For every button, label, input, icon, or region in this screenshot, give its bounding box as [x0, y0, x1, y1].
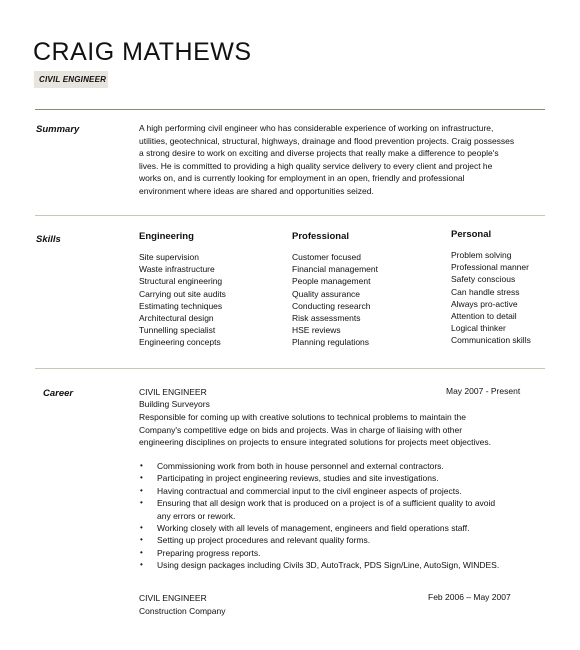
skill-item: Risk assessments: [292, 313, 361, 324]
responsibility-item: [140, 472, 560, 484]
skill-item: Waste infrastructure: [139, 264, 215, 275]
summary-line: A high performing civil engineer who has considerable experience of working on infrastructure,: [139, 123, 494, 133]
job-dates: May 2007 - Present: [446, 386, 521, 396]
skill-item: Customer focused: [292, 252, 361, 262]
skills-list: [451, 249, 576, 347]
candidate-name: CRAIG MATHEWS: [33, 38, 252, 66]
job-description: [139, 411, 559, 449]
bullet-icon: •: [140, 485, 143, 495]
skill-item: People management: [292, 276, 371, 287]
skill-item: Planning regulations: [292, 337, 370, 348]
skills-column-heading: Professional: [292, 231, 350, 242]
skill-item: Estimating techniques: [139, 300, 223, 311]
skill-item: Professional manner: [451, 262, 529, 273]
summary-divider: [35, 215, 545, 216]
skill-item: Site supervision: [139, 252, 200, 262]
job-company: Building Surveyors: [139, 399, 210, 409]
bullet-icon: •: [140, 535, 143, 545]
responsibility-text: Participating in project engineering reviews, studies and site investigations.: [157, 473, 439, 484]
responsibility-text: Working closely with all levels of management, engineers and field operations staff.: [157, 523, 470, 534]
skill-item: Conducting research: [292, 300, 371, 311]
skill-item: HSE reviews: [292, 325, 341, 336]
bullet-icon: •: [140, 498, 143, 508]
skills-list: [292, 251, 442, 349]
summary-line: lives. He is committed to providing a high quality service delivery to every client and project he: [139, 160, 493, 171]
responsibility-item: [140, 547, 560, 559]
skills-column-heading: Engineering: [139, 231, 194, 242]
job-responsibilities-list: [140, 460, 560, 572]
job-dates: Feb 2006 – May 2007: [428, 592, 511, 602]
summary-line: utilities, geotechnical, structural, highways, drainage and flood prevention projects. Craig possesses: [139, 135, 515, 146]
skill-item: Tunnelling specialist: [139, 325, 216, 336]
summary-line: a strong desire to work on exciting and diverse projects that really make a difference to people's: [139, 148, 499, 158]
bullet-icon: •: [140, 547, 143, 557]
responsibility-text: Using design packages including Civils 3D, AutoTrack, PDS Sign/Line, AutoSign, WINDES.: [157, 560, 500, 571]
skill-item: Architectural design: [139, 313, 214, 324]
responsibility-text: Setting up project procedures and relevant quality forms.: [157, 535, 371, 546]
responsibility-item: [140, 534, 560, 546]
job-description-line: Company's competitive edge on bids and projects. Was in charge of liaising with other: [139, 424, 463, 435]
skill-item: Always pro-active: [451, 298, 518, 309]
skills-list: [139, 251, 289, 349]
job-description-line: engineering disciplines on projects to ensure integrated solutions for projects meet objectives.: [139, 437, 492, 447]
responsibility-text: Ensuring that all design work that is produced on a project is of a sufficient quality to avoid: [157, 498, 496, 509]
skill-item: Safety conscious: [451, 274, 516, 285]
skill-item: Attention to detail: [451, 311, 517, 322]
skills-label: Skills: [36, 234, 61, 245]
summary-line: environment where ideas are shared and opportunities seized.: [139, 185, 374, 196]
skill-item: Financial management: [292, 264, 378, 275]
job-title-badge: CIVIL ENGINEER: [34, 71, 108, 88]
responsibility-item: [140, 485, 560, 497]
summary-text: [139, 122, 549, 197]
skills-column-professional: [292, 231, 442, 349]
skills-column-personal: [451, 229, 576, 347]
summary-line: works on, and is currently looking for employment in an open, friendly and professional: [139, 173, 465, 183]
career-label: Career: [43, 388, 74, 399]
responsibility-text: Having contractual and commercial input to the civil engineer aspects of projects.: [157, 485, 462, 496]
bullet-icon: •: [140, 461, 143, 470]
skill-item: Quality assurance: [292, 288, 361, 299]
skill-item: Structural engineering: [139, 276, 223, 287]
job-title: CIVIL ENGINEER: [139, 593, 207, 603]
job-title: CIVIL ENGINEER: [139, 387, 207, 397]
bullet-icon: •: [140, 523, 143, 533]
responsibility-item: [140, 460, 560, 472]
skill-item: Can handle stress: [451, 286, 520, 297]
skill-item: Engineering concepts: [139, 337, 221, 348]
responsibility-item: [140, 497, 560, 522]
summary-label: Summary: [36, 124, 80, 135]
header-divider: [35, 109, 545, 110]
responsibility-item: [140, 522, 560, 534]
responsibility-text: Commissioning work from both in house personnel and external contractors.: [157, 461, 444, 471]
skill-item: Communication skills: [451, 335, 531, 346]
skills-column-engineering: [139, 231, 289, 349]
skills-column-heading: Personal: [451, 229, 492, 240]
skill-item: Problem solving: [451, 250, 512, 260]
responsibility-text-continued: any errors or rework.: [157, 510, 236, 521]
bullet-icon: •: [140, 473, 143, 483]
bullet-icon: •: [140, 560, 143, 570]
skills-divider: [35, 368, 545, 369]
job-description-line: Responsible for coming up with creative solutions to technical problems to maintain the: [139, 412, 466, 422]
skill-item: Logical thinker: [451, 323, 506, 334]
responsibility-text: Preparing progress reports.: [157, 547, 261, 558]
responsibility-item: [140, 559, 560, 571]
skill-item: Carrying out site audits: [139, 288, 226, 299]
job-company: Construction Company: [139, 606, 226, 616]
